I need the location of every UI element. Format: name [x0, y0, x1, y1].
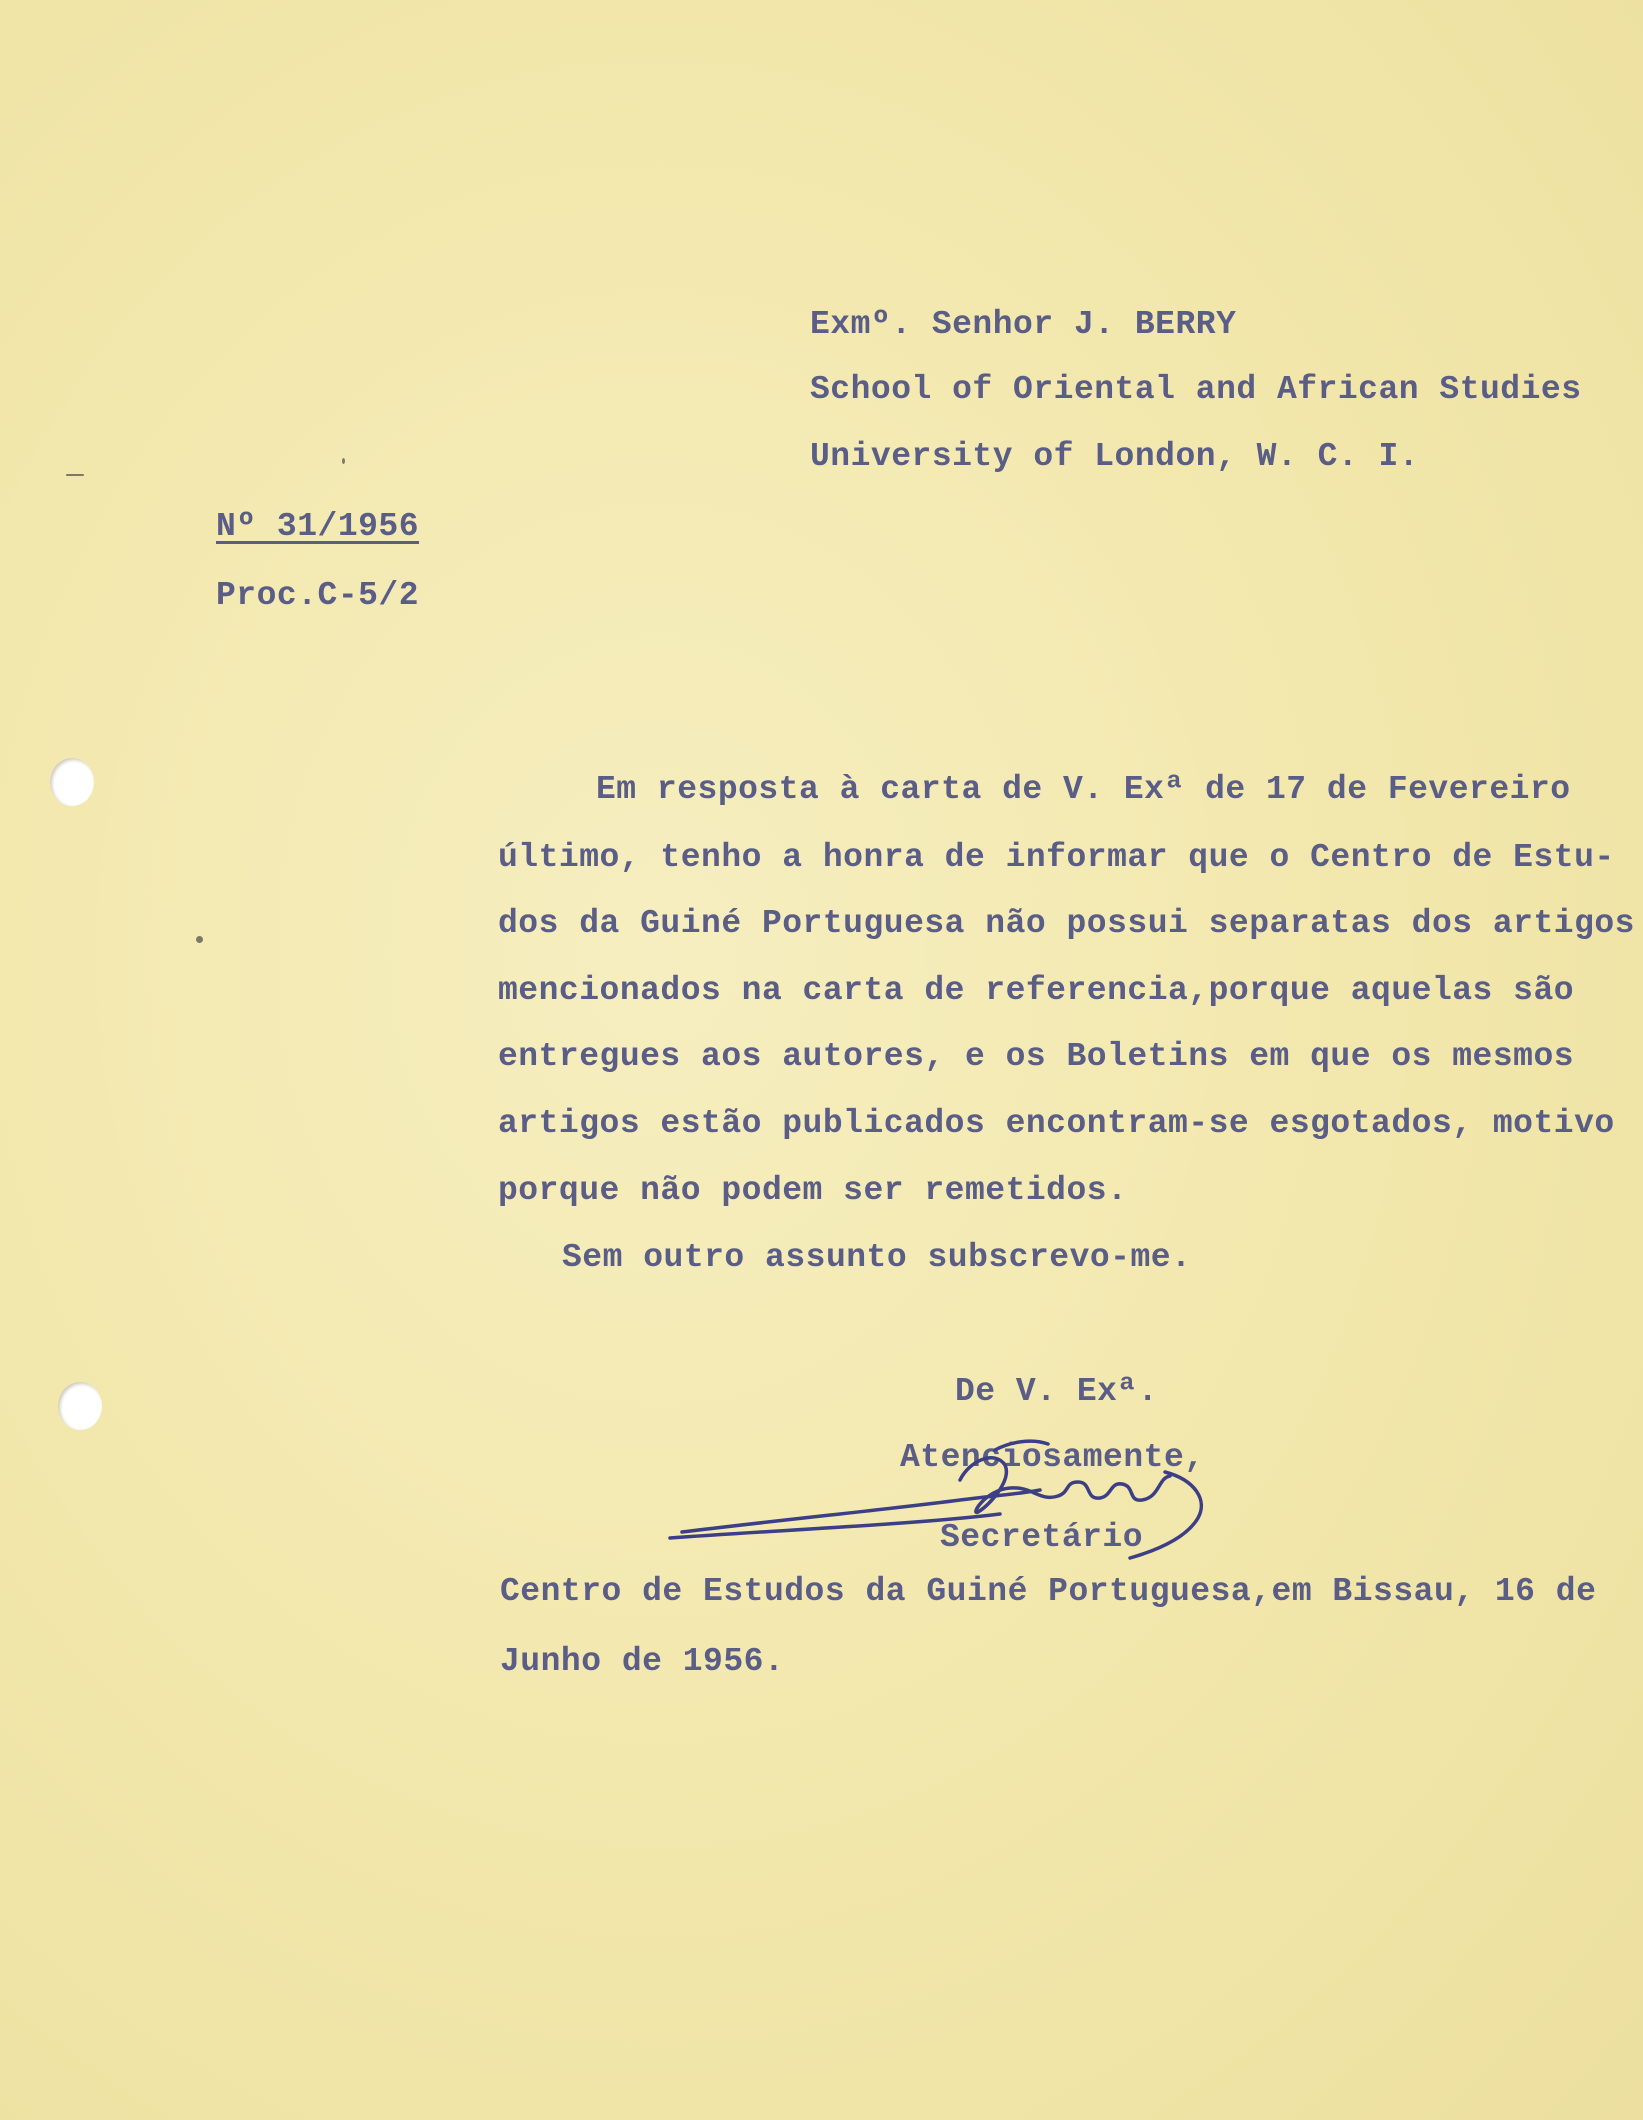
footer-line-1: Centro de Estudos da Guiné Portuguesa,em Bissau, 16 de	[500, 1573, 1597, 1610]
recipient-line-1: Exmº. Senhor J. BERRY	[810, 306, 1237, 343]
body-line-5: entregues aos autores, e os Boletins em que os mesmos	[498, 1038, 1575, 1075]
punch-hole-upper	[50, 758, 94, 806]
body-line-2: último, tenho a honra de informar que o Centro de Estu-	[498, 839, 1615, 876]
recipient-line-2: School of Oriental and African Studies	[810, 371, 1582, 408]
regards: Atenciosamente,	[900, 1439, 1205, 1476]
recipient-line-3: University of London, W. C. I.	[810, 438, 1420, 475]
salutation: De V. Exª.	[955, 1373, 1159, 1410]
signatory-title: Secretário	[940, 1519, 1144, 1556]
body-line-1: Em resposta à carta de V. Exª de 17 de Fevereiro	[596, 771, 1571, 808]
body-line-6: artigos estão publicados encontram-se esgotados, motivo	[498, 1105, 1615, 1142]
body-line-4: mencionados na carta de referencia,porque aquelas são	[498, 972, 1575, 1009]
paper-speck	[342, 458, 345, 464]
reference-number: Nº 31/1956	[216, 508, 420, 545]
paper-speck	[196, 936, 203, 943]
punch-hole-lower	[58, 1382, 102, 1430]
process-number: Proc.C-5/2	[216, 577, 420, 614]
footer-line-2: Junho de 1956.	[500, 1643, 785, 1680]
handwritten-signature	[660, 1420, 1220, 1570]
body-line-3: dos da Guiné Portuguesa não possui separatas dos artigos	[498, 905, 1635, 942]
body-line-7: porque não podem ser remetidos.	[498, 1172, 1128, 1209]
paper-speck	[66, 474, 84, 476]
closing-sentence: Sem outro assunto subscrevo-me.	[562, 1239, 1192, 1276]
